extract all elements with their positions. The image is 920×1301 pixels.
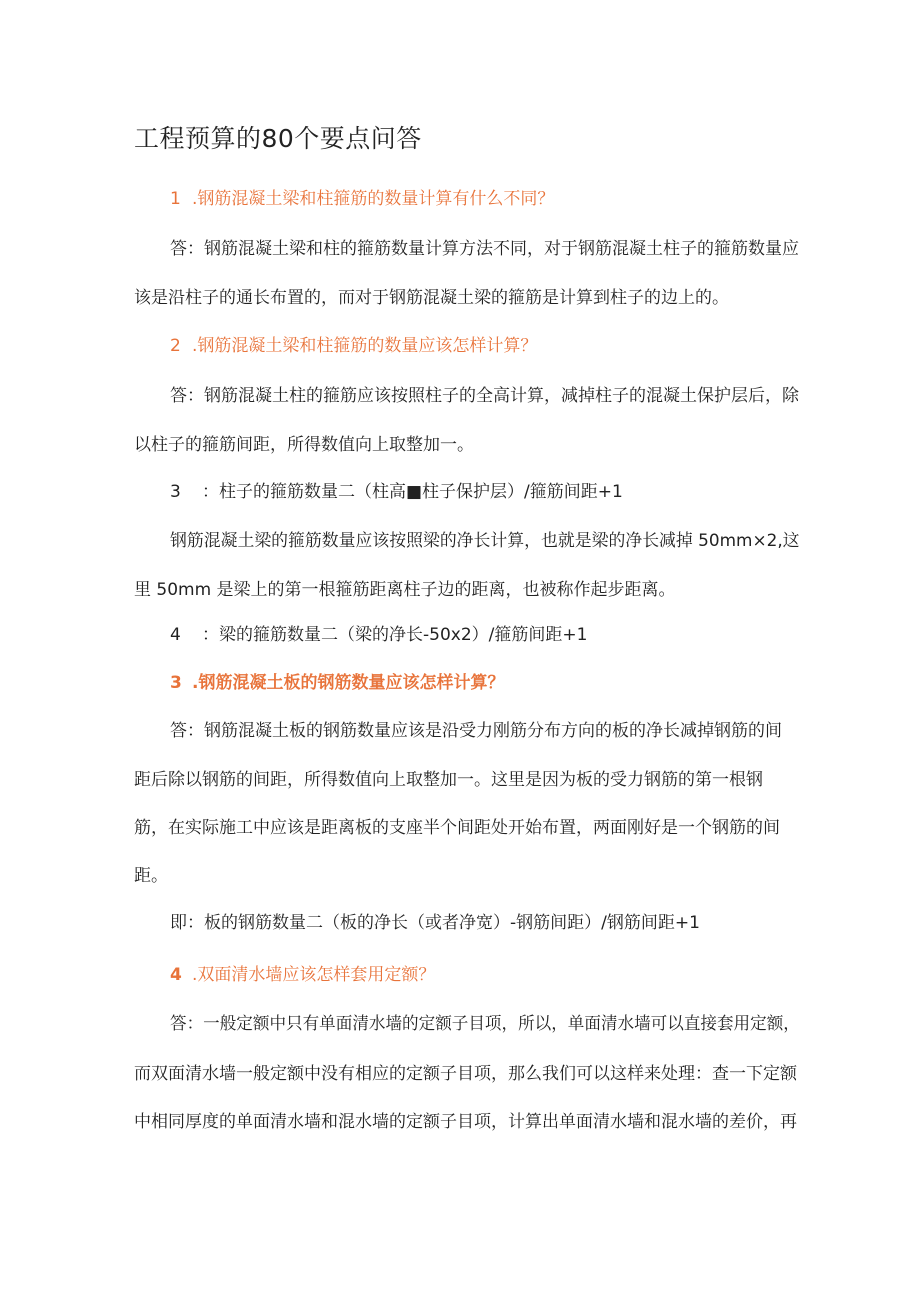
question-3-text: .钢筋混凝土板的钢筋数量应该怎样计算？ bbox=[192, 673, 505, 693]
answer-4-line-1: 答：一般定额中只有单面清水墙的定额子目项，所以，单面清水墙可以直接套用定额， bbox=[170, 1014, 800, 1034]
answer-2-line-2: 以柱子的箍筋间距，所得数值向上取整加一。 bbox=[134, 435, 474, 455]
formula-4 bbox=[170, 623, 587, 647]
question-4 bbox=[170, 963, 435, 987]
question-2-number: 2 bbox=[170, 336, 181, 356]
answer-3-line-4: 距。 bbox=[134, 866, 168, 886]
answer-3-line-1: 答：钢筋混凝土板的钢筋数量应该是沿受力刚筋分布方向的板的净长减掉钢筋的间 bbox=[170, 721, 782, 741]
page-title: 工程预算的80个要点问答 bbox=[134, 124, 422, 153]
question-1-text: .钢筋混凝土梁和柱箍筋的数量计算有什么不同？ bbox=[192, 189, 555, 209]
question-4-number: 4 bbox=[170, 965, 182, 985]
formula-4-number: 4 bbox=[170, 625, 181, 645]
answer-1-line-1: 答：钢筋混凝土梁和柱的箍筋数量计算方法不同，对于钢筋混凝土柱子的箍筋数量应 bbox=[170, 239, 799, 259]
question-2 bbox=[170, 334, 537, 358]
formula-3 bbox=[170, 480, 623, 504]
answer-4-line-3: 中相同厚度的单面清水墙和混水墙的定额子目项，计算出单面清水墙和混水墙的差价，再 bbox=[134, 1112, 797, 1132]
question-1-number: 1 bbox=[170, 189, 181, 209]
question-2-text: .钢筋混凝土梁和柱箍筋的数量应该怎样计算？ bbox=[192, 336, 538, 356]
answer-3-line-3: 筋，在实际施工中应该是距离板的支座半个间距处开始布置，两面刚好是一个钢筋的间 bbox=[134, 818, 780, 838]
answer-3-formula: 即：板的钢筋数量二（板的净长（或者净宽）-钢筋间距）/钢筋间距+1 bbox=[170, 913, 700, 933]
answer-2-line-1: 答：钢筋混凝土柱的箍筋应该按照柱子的全高计算，减掉柱子的混凝土保护层后，除 bbox=[170, 386, 799, 406]
answer-2-line-4: 里 50mm 是梁上的第一根箍筋距离柱子边的距离，也被称作起步距离。 bbox=[134, 580, 676, 600]
question-4-text: .双面清水墙应该怎样套用定额？ bbox=[192, 965, 436, 985]
formula-4-text: ：梁的箍筋数量二（梁的净长-50x2）/箍筋间距+1 bbox=[202, 625, 588, 645]
formula-3-text: ：柱子的箍筋数量二（柱高■柱子保护层）/箍筋间距+1 bbox=[202, 482, 623, 502]
question-3-number: 3 bbox=[170, 673, 182, 693]
question-1 bbox=[170, 187, 554, 211]
answer-2-line-3: 钢筋混凝土梁的箍筋数量应该按照梁的净长计算，也就是梁的净长减掉 50mm×2,这 bbox=[170, 531, 800, 551]
answer-1-line-2: 该是沿柱子的通长布置的，而对于钢筋混凝土梁的箍筋是计算到柱子的边上的。 bbox=[134, 288, 729, 308]
answer-3-line-2: 距后除以钢筋的间距，所得数值向上取整加一。这里是因为板的受力钢筋的第一根钢 bbox=[134, 770, 763, 790]
question-3 bbox=[170, 671, 504, 695]
formula-3-number: 3 bbox=[170, 482, 181, 502]
answer-4-line-2: 而双面清水墙一般定额中没有相应的定额子目项，那么我们可以这样来处理：查一下定额 bbox=[134, 1064, 797, 1084]
